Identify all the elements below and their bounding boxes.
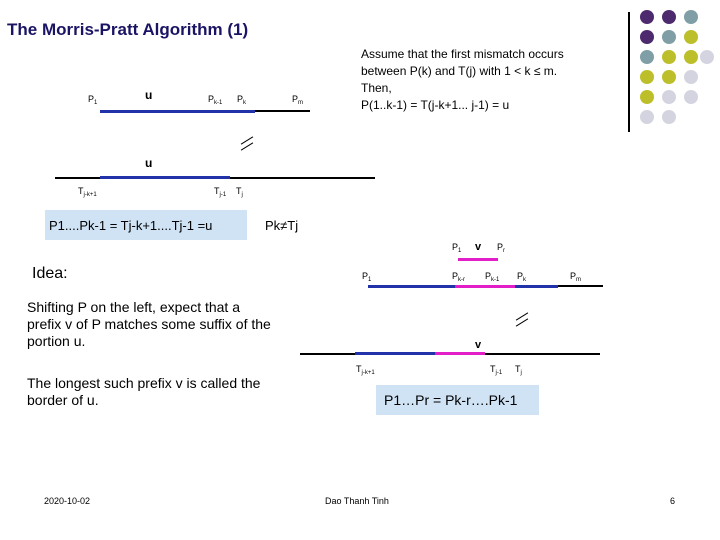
equation-border: P1…Pr = Pk-r….Pk-1	[384, 392, 518, 408]
label-pk: $P_k$	[517, 271, 527, 283]
label-top-v: v	[475, 241, 482, 253]
footer-date: 2020-10-02	[44, 496, 91, 506]
prefix-v-line	[458, 258, 498, 261]
suffix-v-line	[455, 285, 515, 288]
label-tj: $T_j$	[236, 186, 243, 198]
teal-dot	[662, 30, 676, 44]
pattern-suffix-line	[255, 110, 310, 112]
equation-prefix-match: P1....Pk-1 = Tj-k+1....Tj-1 =u	[49, 218, 213, 233]
label-pk-1: $P_{k-1}$	[485, 271, 500, 283]
pattern-prefix-line	[100, 110, 255, 113]
purple-dot	[640, 30, 654, 44]
olive-dot	[662, 50, 676, 64]
assumption-line: Then,	[361, 81, 392, 95]
label-pm: $P_m$	[292, 94, 304, 106]
pattern-shifted-rest	[558, 285, 603, 287]
text-v-line	[435, 352, 485, 355]
label-tj-k+1: $T_{j-k+1}$	[78, 186, 97, 198]
purple-dot	[662, 10, 676, 24]
label-p1: $P_1$	[362, 271, 372, 283]
gray-dot	[684, 90, 698, 104]
border-paragraph: The longest such prefix v is called the border of u.	[27, 375, 261, 408]
label-pk: $P_k$	[237, 94, 247, 106]
label-tj-1: $T_{j-1}$	[490, 364, 503, 376]
label-top-p1: $P_1$	[452, 242, 462, 254]
label-tj-1: $T_{j-1}$	[214, 186, 227, 198]
gray-dot	[662, 110, 676, 124]
label-pk-r: $P_{k-r}$	[452, 271, 466, 283]
gray-dot	[684, 70, 698, 84]
label-pk-1: $P_{k-1}$	[208, 94, 223, 106]
idea-label: Idea:	[32, 265, 68, 282]
teal-dot	[640, 50, 654, 64]
assumption-line: P(1..k-1) = T(j-k+1... j-1) = u	[361, 98, 510, 112]
label-u: u	[145, 156, 153, 170]
olive-dot	[640, 70, 654, 84]
assumption-text	[361, 46, 564, 114]
assumption-line: between P(k) and T(j) with 1 < k ≤ m.	[361, 64, 558, 78]
olive-dot	[662, 70, 676, 84]
olive-dot	[684, 30, 698, 44]
label-tj-k+1: $T_{j-k+1}$	[356, 364, 375, 376]
page-number: 6	[670, 496, 676, 506]
text-match-line	[100, 176, 230, 179]
footer-author: Dao Thanh Tinh	[325, 496, 389, 506]
gray-dot	[662, 90, 676, 104]
olive-dot	[640, 90, 654, 104]
label-u: u	[145, 88, 153, 102]
label-tj: $T_j$	[515, 364, 522, 376]
olive-dot	[684, 50, 698, 64]
purple-dot	[640, 10, 654, 24]
label-bottom-v: v	[475, 339, 482, 351]
teal-dot	[684, 10, 698, 24]
label-pm: $P_m$	[570, 271, 582, 283]
decorative-divider	[628, 12, 630, 132]
label-p1: $P_1$	[88, 94, 98, 106]
gray-dot	[640, 110, 654, 124]
idea-paragraph: Shifting P on the left, expect that a prefix v of P matches some suffix of the portion u.	[27, 299, 271, 349]
gray-dot	[700, 50, 714, 64]
label-top-pr: $P_r$	[497, 242, 506, 254]
assumption-line: Assume that the first mismatch occurs	[361, 47, 564, 61]
page-title: The Morris-Pratt Algorithm (1)	[7, 20, 249, 39]
equation-mismatch: Pk≠Tj	[265, 218, 299, 233]
